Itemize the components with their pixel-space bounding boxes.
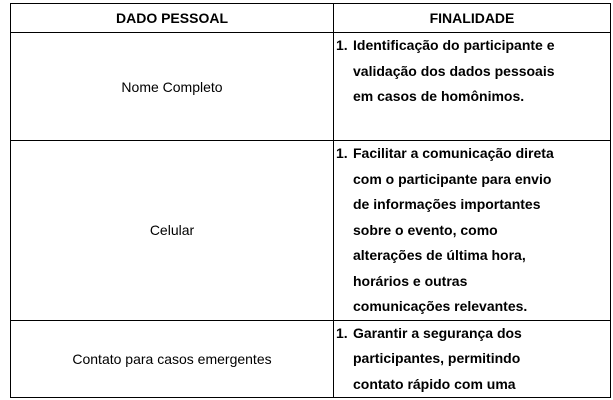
purpose-line: horários e outras: [353, 272, 468, 289]
purpose-line: validação dos dados pessoais: [353, 62, 555, 79]
data-purpose-table: [10, 3, 611, 398]
purpose-line: comunicações relevantes.: [353, 298, 528, 314]
purpose-line: alterações de última hora,: [353, 247, 526, 263]
table-row: [11, 320, 611, 397]
header-purpose: FINALIDADE: [334, 4, 611, 33]
purpose-cell: [334, 320, 611, 397]
purpose-line: Facilitar a comunicação direta: [353, 145, 554, 161]
purpose-line: sobre o evento, como: [353, 221, 498, 238]
header-personal-data: DADO PESSOAL: [11, 4, 334, 33]
purpose-cell: [334, 33, 611, 141]
purpose-line: Identificação do participante e: [353, 37, 555, 53]
purpose-line: contato rápido com uma: [353, 375, 516, 392]
list-number: 1.: [336, 145, 348, 161]
personal-data-cell: Contato para casos emergentes: [11, 320, 334, 397]
list-number: 1.: [336, 324, 348, 341]
purpose-cell: [334, 141, 611, 321]
table-row: [11, 33, 611, 141]
personal-data-cell: Nome Completo: [11, 33, 334, 141]
purpose-line: de informações importantes: [353, 196, 541, 212]
purpose-line: com o participante para envio: [353, 170, 552, 187]
personal-data-cell: Celular: [11, 141, 334, 321]
purpose-list-item: [334, 141, 610, 320]
purpose-list-item: [334, 33, 610, 110]
table-row: [11, 141, 611, 321]
purpose-line: Garantir a segurança dos: [353, 324, 522, 341]
purpose-line: em casos de homônimos.: [353, 88, 525, 104]
list-number: 1.: [336, 37, 348, 53]
table-header-row: [11, 4, 611, 33]
purpose-line: participantes, permitindo: [353, 350, 521, 366]
purpose-list-item: [334, 321, 610, 397]
